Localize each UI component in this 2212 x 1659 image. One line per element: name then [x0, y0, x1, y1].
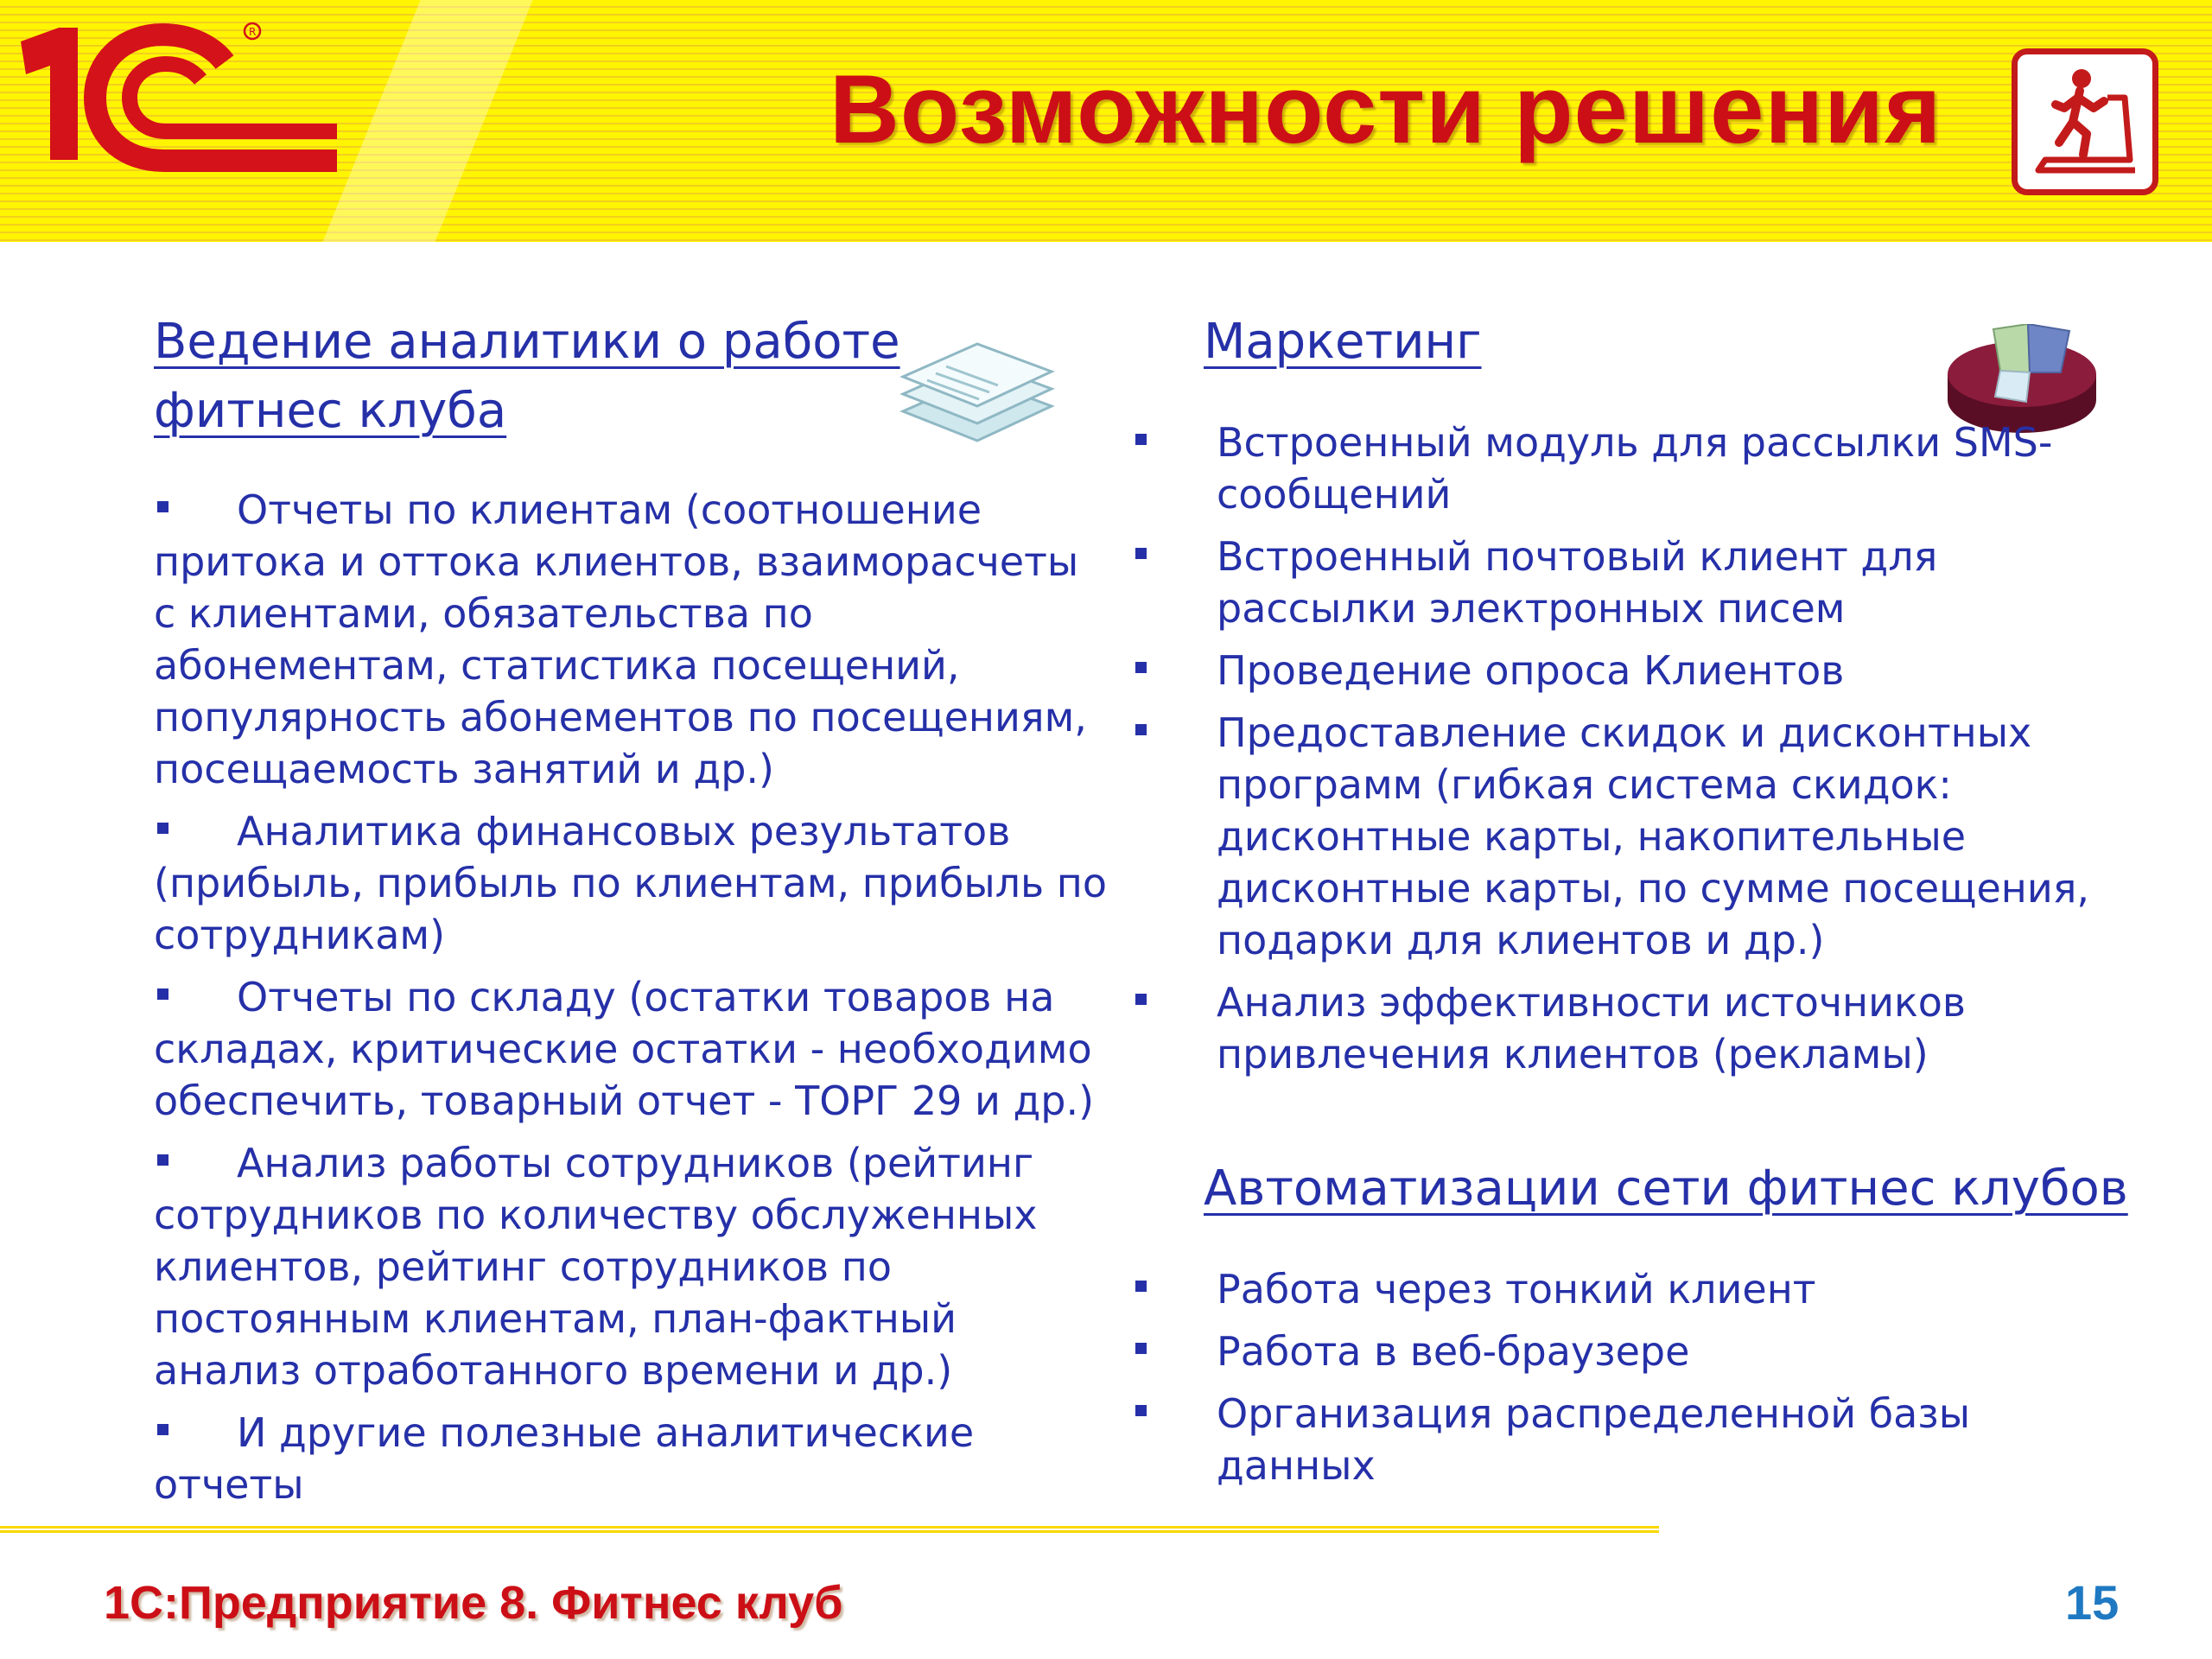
bullet-icon — [154, 484, 180, 536]
svg-text:R: R — [249, 26, 257, 38]
list-item: Аналитика финансовых результатов (прибыль, прибыль по клиентам, прибыль по сотрудникам) — [154, 805, 1109, 961]
list-item: Работа через тонкий клиент — [1132, 1263, 2126, 1315]
bullet-icon — [1132, 1325, 1158, 1377]
bullet-icon — [154, 1407, 180, 1459]
bullet-icon — [1132, 645, 1158, 696]
marketing-list — [1132, 416, 2126, 1090]
list-item: Анализ эффективности источников привлечения клиентов (рекламы) — [1132, 976, 2126, 1080]
analytics-list — [154, 484, 1109, 1521]
analytics-heading-line2: фитнес клуба — [154, 383, 507, 439]
bullet-icon — [1132, 416, 1158, 468]
page-title: Возможности решения — [830, 55, 1942, 163]
analytics-heading-line1: Ведение аналитики о работе — [154, 314, 900, 370]
list-item: Предоставление скидок и дисконтных программ (гибкая система скидок: дисконтные карты, накопительные дисконтные карты, по сумме посещения, подарки для клиентов и др.) — [1132, 707, 2126, 966]
network-heading: Автоматизации сети фитнес клубов — [1204, 1160, 2128, 1217]
list-item: Организация распределенной базы данных — [1132, 1388, 2126, 1491]
bullet-icon — [1132, 707, 1158, 759]
list-item: Отчеты по клиентам (соотношение притока и оттока клиентов, взаиморасчеты с клиентами, обязательства по абонементам, статистика посещений, популярность абонементов по посещениям, посещаемость занятий и др.) — [154, 484, 1109, 795]
list-item: Встроенный почтовый клиент для рассылки электронных писем — [1132, 531, 2126, 634]
bullet-icon — [1132, 1263, 1158, 1315]
list-item: Работа в веб-браузере — [1132, 1325, 2126, 1377]
footer-title: 1С:Предприятие 8. Фитнес клуб — [104, 1577, 843, 1629]
network-list — [1132, 1263, 2126, 1502]
footer-divider — [0, 1526, 1659, 1534]
analytics-heading — [154, 308, 900, 446]
documents-stack-icon — [894, 327, 1058, 456]
bullet-icon — [154, 971, 180, 1023]
bullet-icon — [1132, 1388, 1158, 1440]
1c-logo — [9, 9, 354, 181]
list-item: Анализ работы сотрудников (рейтинг сотрудников по количеству обслуженных клиентов, рейтинг сотрудников по постоянным клиентам, план-фактный анализ отработанного времени и др.) — [154, 1137, 1109, 1396]
bullet-icon — [154, 805, 180, 857]
marketing-heading: Маркетинг — [1204, 314, 1482, 370]
page-number: 15 — [2065, 1575, 2120, 1630]
bullet-icon — [1132, 976, 1158, 1028]
list-item: Встроенный модуль для рассылки SMS-сообщений — [1132, 416, 2126, 520]
list-item: И другие полезные аналитические отчеты — [154, 1407, 1109, 1510]
bullet-icon — [1132, 531, 1158, 582]
treadmill-runner-icon — [2012, 48, 2158, 195]
list-item: Проведение опроса Клиентов — [1132, 645, 2126, 696]
list-item: Отчеты по складу (остатки товаров на складах, критические остатки - необходимо обеспечить, товарный отчет - ТОРГ 29 и др.) — [154, 971, 1109, 1127]
bullet-icon — [154, 1137, 180, 1189]
